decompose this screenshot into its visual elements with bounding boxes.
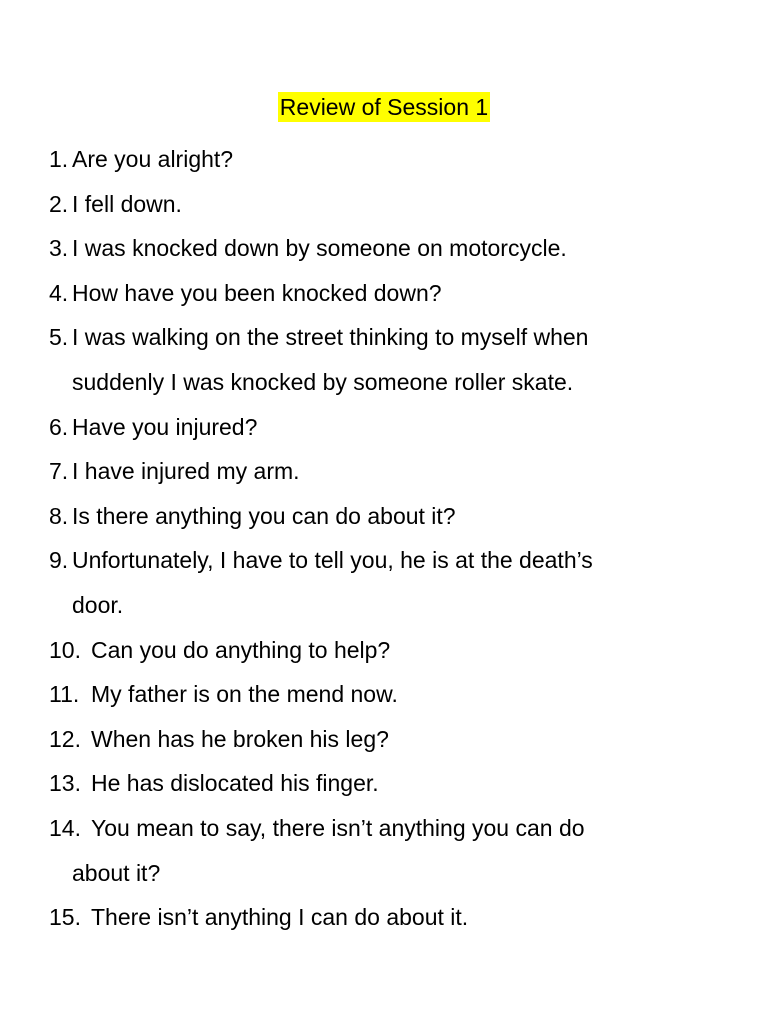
- list-item-text: Unfortunately, I have to tell you, he is at the death’s: [72, 547, 593, 574]
- list-item-text: There isn’t anything I can do about it.: [91, 904, 469, 931]
- list-item: [49, 271, 689, 316]
- list-item-number: 14.: [49, 814, 81, 841]
- list-item-number: 1.: [49, 146, 69, 172]
- list-item: [49, 405, 689, 450]
- list-item: [49, 761, 689, 806]
- list-item-text: Have you injured?: [72, 413, 258, 440]
- list-item: [49, 449, 689, 494]
- list-item: [49, 315, 689, 360]
- list-item-number: 11.: [49, 681, 80, 708]
- list-item-text: Are you alright?: [72, 146, 234, 172]
- list-item-continuation: door.: [72, 591, 124, 618]
- list-item: [49, 628, 689, 673]
- list-item-text: My father is on the mend now.: [91, 681, 398, 708]
- numbered-list: [49, 137, 689, 940]
- list-item-number: 7.: [49, 458, 69, 485]
- list-item-continuation: about it?: [72, 859, 161, 886]
- list-item: [49, 538, 689, 583]
- list-item-text: Is there anything you can do about it?: [72, 502, 456, 529]
- list-item-text: He has dislocated his finger.: [91, 770, 379, 797]
- list-item-text: I have injured my arm.: [72, 458, 300, 485]
- list-item: [49, 895, 689, 940]
- list-item-text: When has he broken his leg?: [91, 725, 389, 752]
- list-item-text: Can you do anything to help?: [91, 636, 391, 663]
- list-item-number: 10.: [49, 636, 81, 663]
- list-item: [49, 672, 689, 717]
- list-item-number: 4.: [49, 279, 69, 306]
- list-item-number: 9.: [49, 547, 69, 574]
- list-item-number: 3.: [49, 235, 69, 262]
- list-item-continuation: suddenly I was knocked by someone roller skate.: [72, 368, 574, 395]
- list-item-text: I was walking on the street thinking to myself when: [72, 324, 589, 351]
- list-item-text: I was knocked down by someone on motorcycle.: [72, 235, 567, 262]
- list-item: [49, 717, 689, 762]
- list-item-text: I fell down.: [72, 190, 182, 217]
- list-item-text: You mean to say, there isn’t anything you can do: [91, 814, 585, 841]
- list-item: [49, 182, 689, 227]
- list-item: [49, 226, 689, 271]
- list-item-number: 8.: [49, 502, 69, 529]
- list-item-number: 2.: [49, 190, 69, 217]
- list-item: [49, 806, 689, 851]
- list-item-number: 5.: [49, 324, 69, 351]
- list-item-number: 12.: [49, 725, 81, 752]
- list-item-number: 13.: [49, 770, 81, 797]
- list-item-number: 6.: [49, 413, 69, 440]
- list-item: [49, 494, 689, 539]
- title-container: [0, 92, 768, 122]
- list-item: [49, 137, 689, 182]
- page-title: Review of Session 1: [279, 94, 489, 120]
- list-item-number: 15.: [49, 904, 81, 931]
- list-item-text: How have you been knocked down?: [72, 279, 442, 306]
